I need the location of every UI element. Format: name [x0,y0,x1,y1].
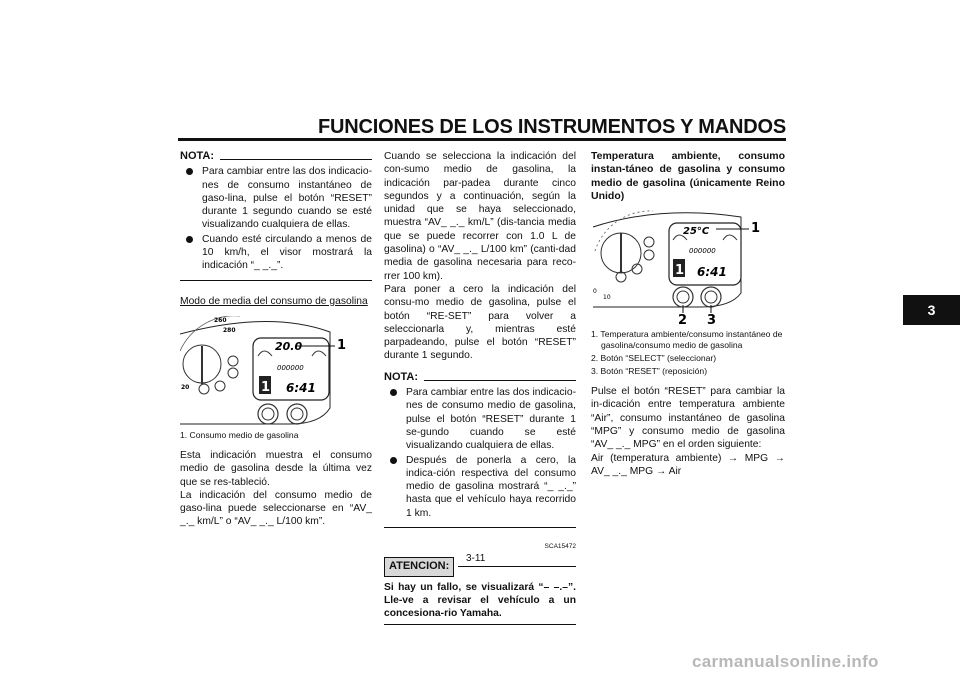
instrument-cluster-illustration [180,316,372,426]
tick-label: 10 [603,294,611,302]
figure-caption: 3. Botón “RESET” (reposición) [591,366,708,377]
divider [384,527,576,528]
instrument-figure-2 [591,207,785,325]
nota-label: NOTA: [180,150,215,162]
warning-text: Si hay un fallo, se visualizará “– –.–”. Lle-ve a revisar el vehículo a un concesiona-rio Yamaha. [384,581,576,625]
page-number: 3-11 [466,553,486,564]
tick-label: 0 [593,288,597,296]
nota-bullet: Para cambiar entre las dos indicacio-nes de consumo medio de gasolina, pulse el botón “RESET” durante 1 se-gundo cuando se esté visualizando cualquiera de ellas. [384,386,576,452]
body-paragraph: Cuando se selecciona la indicación del con-sumo medio de gasolina, la indicación par-padea durante cinco segundos y a continuación, según la unidad que se haya seleccionado, muestra “AV_ _._ km/L” (dis-tancia media que se puede recorrer con 1.0 L de gasolina) o “AV_ _._ L/100 km” (canti-dad media de gasolina necesaria para reco-rrer 100 km). Para poner a cero la indicación del consu-mo medio de gasolina, pulse el botón “RE-SET” para volver a seleccionarla y, mientras esté parpadeando, pulse el botón “RESET” durante 1 segundo. [384,151,576,362]
display-odometer: 000000 [277,363,304,372]
display-gear: 1 [261,379,271,395]
instrument-cluster-illustration [591,207,785,325]
nota-bullet: Cuando esté circulando a menos de 10 km/h, el visor mostrará la indicación “_ _._”. [180,233,372,273]
nota-bullet: Para cambiar entre las dos indicacio-nes de consumo instantáneo de gaso-lina, pulse el botón “RESET” durante 1 segundo cuando se esté visualizando cualquiera de ellas. [180,165,372,231]
display-clock: 6:41 [286,380,316,395]
warning-code: SCA15472 [544,543,576,551]
nota-label: NOTA: [384,370,419,383]
callout-2: 2 [678,313,688,326]
bullet-icon [186,168,193,175]
tick-label: 20 [181,383,190,391]
display-temperature: 25°C [683,226,710,238]
page-title: FUNCIONES DE LOS INSTRUMENTOS Y MANDOS [317,116,786,138]
chapter-tab: 3 [903,295,960,325]
figure-caption: 2. Botón “SELECT” (seleccionar) [591,353,717,364]
bullet-icon [186,236,193,243]
nota-heading [384,371,576,384]
display-gear: 1 [675,263,685,279]
body-paragraph: Esta indicación muestra el consumo medio de gasolina desde la última vez que se res-tableció. La indicación del consumo medio de gaso-lina puede seleccionarse en “AV_ _._ km/L” o “AV_ _._ L/100 km”. [180,449,372,528]
tick-label: 280 [223,326,236,334]
bullet-icon [390,389,397,396]
display-odometer: 000000 [689,247,716,256]
column-3 [591,150,785,478]
section-heading: Temperatura ambiente, consumo instan-táneo de gasolina y consumo medio de gasolina (únicamente Reino Unido) [591,150,785,202]
title-rule [178,138,786,141]
display-clock: 6:41 [697,265,727,280]
watermark: carmanualsonline.info [692,652,879,671]
tick-label: 260 [214,316,227,324]
column-1 [180,150,372,529]
callout-3: 3 [707,313,717,326]
nota-bullet: Después de ponerla a cero, la indica-ción respectiva del consumo medio de gasolina mostrará “_ _._” hasta que el vehículo haya recorrido 1 km. [384,454,576,520]
divider [180,280,372,281]
callout-1: 1 [337,337,347,353]
atencion-label: ATENCION: [384,557,454,576]
body-paragraph: Pulse el botón “RESET” para cambiar la in-dicación entre temperatura ambiente “Air”, consumo instantáneo de gasolina “MPG” y consumo medio de gasolina “AV_ _._ MPG” en el orden siguiente: Air (temperatura ambiente) → MPG → AV_ _._ MPG → Air [591,386,785,477]
display-consumption: 20.0 [275,339,303,353]
instrument-figure-1 [180,316,372,426]
figure-caption: 1. Consumo medio de gasolina [180,429,299,440]
figure-caption: 1. Temperatura ambiente/consumo instantáneo de gasolina/consumo medio de gasolina [591,329,783,351]
nota-heading [180,150,372,163]
bullet-icon [390,457,397,464]
callout-1: 1 [751,221,761,237]
section-subheading: Modo de media del consumo de gasolina [180,295,368,307]
